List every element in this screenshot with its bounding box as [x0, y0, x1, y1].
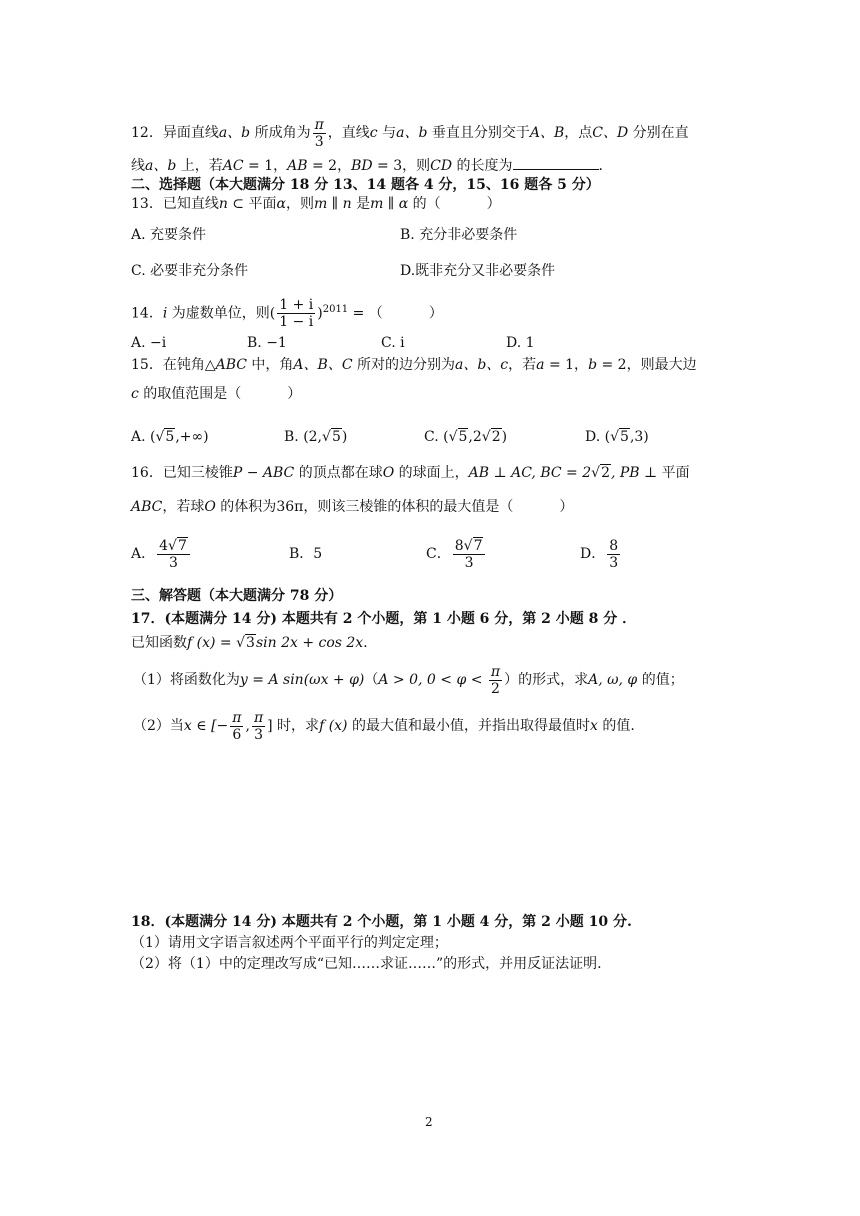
q12-line1: 12．异面直线a、b 所成角为 $\frac{\pi}{3}$ ，直线c 与a、b 垂直且分别交于A、B，点C、D 分别在直: [131, 116, 689, 150]
q17-title: 17．(本题满分 14 分) 本题共有 2 个小题，第 1 小题 6 分，第 2 小题 8 分 ．: [131, 611, 637, 627]
q16-option-d: D． $\frac{8}{3}$: [580, 537, 619, 571]
page-number: 2: [425, 1115, 433, 1129]
q14-option-a: A. −i: [131, 335, 167, 351]
q13-option-c: C. 必要非充分条件: [131, 263, 249, 279]
q18-title: 18．(本题满分 14 分) 本题共有 2 个小题，第 1 小题 4 分，第 2 小题 10 分.: [131, 914, 632, 930]
fraction: $\frac{1 + i}{1 - i}$: [279, 297, 314, 331]
q12-line2: 线a、b 上，若AC = 1，AB = 2，BD = 3，则CD 的长度为 ．: [131, 155, 613, 175]
q13-option-a: A. 充要条件: [131, 227, 207, 243]
q17-given: 已知函数f (x) = √3sin 2x + cos 2x．: [131, 635, 378, 651]
pi-over-3: $\frac{\pi}{3}$: [314, 116, 324, 150]
q17-part1: （1）将函数化为y = A sin(ωx + φ)（A > 0, 0 < φ < $\frac{\pi}{2}$ ）的形式，求A, ω, φ 的值；: [133, 663, 684, 697]
q14-option-c: C. i: [381, 335, 405, 351]
q13-option-d: D.既非充分又非必要条件: [400, 263, 556, 279]
q14-option-d: D. 1: [506, 335, 535, 351]
q18-part2: （2）将（1）中的定理改写成“已知……求证……”的形式，并用反证法证明.: [131, 956, 602, 972]
q13-stem: 13．已知直线n ⊂ 平面α，则m ∥ n 是m ∥ α 的（ ）: [131, 196, 501, 212]
q17-part2: （2）当x ∈ [− $\frac{\pi}{6}$ , $\frac{\pi}{3}$ ] 时，求f (x) 的最大值和最小值，并指出取得最值时x 的值.: [133, 709, 635, 743]
section-2-heading: 二、选择题（本大题满分 18 分 13、14 题各 4 分，15、16 题各 5 分）: [131, 177, 600, 193]
q14-stem: 14．i 为虚数单位，则( $\frac{1 + i}{1 - i}$ )$^{2011}$ = （ ）: [131, 297, 443, 331]
q18-part1: （1）请用文字语言叙述两个平面平行的判定定理；: [131, 935, 448, 951]
q15-option-b: B. (2,√5): [284, 429, 348, 445]
q13-option-b: B. 充分非必要条件: [400, 227, 518, 243]
q15-option-d: D. (√5,3): [585, 429, 649, 445]
answer-blank[interactable]: [513, 155, 599, 170]
q16-line1: 16．已知三棱锥P − ABC 的顶点都在球O 的球面上，AB ⊥ AC, BC = 2√2, PB ⊥ 平面: [131, 465, 690, 481]
q15-line1: 15．在钝角△ABC 中，角A、B、C 所对的边分别为a、b、c，若a = 1，b = 2，则最大边: [131, 357, 697, 373]
q14-option-b: B. −1: [247, 335, 287, 351]
q16-line2: ABC，若球O 的体积为36π，则该三棱锥的体积的最大值是（ ）: [131, 499, 574, 515]
q16-option-a: A． $\frac{4√7}{3}$: [131, 532, 192, 576]
q15-option-c: C. (√5,2√2): [424, 429, 508, 445]
q16-option-b: B．5: [289, 546, 323, 562]
section-3-heading: 三、解答题（本大题满分 78 分）: [131, 588, 343, 604]
q16-option-c: C． $\frac{8√7}{3}$: [426, 532, 487, 576]
q15-line2: c 的取值范围是（ ）: [131, 386, 302, 402]
q15-option-a: A. (√5,+∞): [131, 429, 209, 445]
